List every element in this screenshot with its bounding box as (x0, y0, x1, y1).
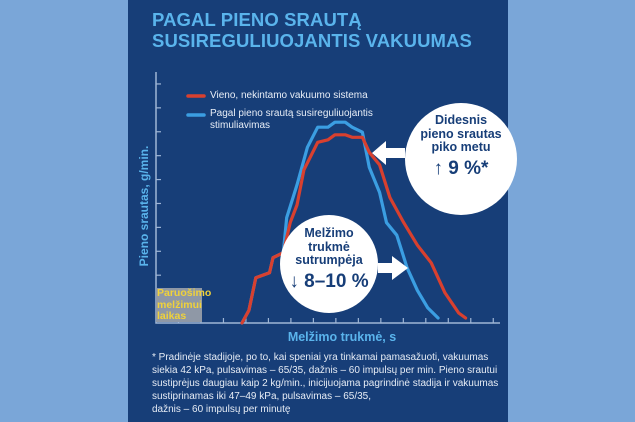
callout-peak-line-1: Didesnis (434, 113, 488, 127)
callout-peak-flow (405, 103, 517, 215)
title-line-2: SUSIREGULIUOJANTIS VAKUUMAS (152, 30, 472, 51)
callout-peak-line-2: pieno srautas (420, 126, 502, 141)
prep-line-3: laikas (157, 310, 187, 322)
callout-peak-line-3: piko metu (431, 140, 491, 154)
callout-peak-value: ↑ 9 %* (433, 157, 489, 179)
prep-line-2: melžimui (157, 298, 202, 311)
callout-time-line-2: trukmė (308, 239, 350, 254)
footnote-line-3: sustiprėjus daugiau kaip 2 kg/min., inicijuojama pagrindinė stadija ir vakuumas (152, 378, 499, 389)
prep-line-1: Paruošimo (157, 287, 212, 299)
footnote-line-1: * Pradinėje stadijoje, po to, kai speniai yra tinkamai pamasažuoti, vakuumas (152, 352, 489, 363)
x-axis-label: Melžimo trukmė, s (287, 330, 397, 344)
callout-milking-time (280, 215, 378, 313)
preparation-time-label (156, 287, 212, 322)
legend-item-blue-line-2: stimuliavimas (210, 120, 271, 131)
legend-swatches (188, 96, 204, 115)
legend-item-blue (210, 108, 373, 132)
callout-time-line-1: Melžimo (304, 226, 354, 240)
callout-time-line-3: sutrumpėja (295, 253, 363, 267)
callout-time-value: ↓ 8–10 % (289, 270, 369, 292)
legend-item-red: Vieno, nekintamo vakuumo sistema (210, 90, 368, 101)
footnote-line-4: sustiprinamas iki 47–49 kPa, pulsavimas – 65/35, (152, 391, 372, 402)
y-axis-label: Pieno srautas, g/min. (137, 145, 151, 267)
footnote (152, 351, 504, 416)
footnote-line-2: siekia 42 kPa, pulsavimas – 65/35, dažnis – 60 impulsų per min. Pieno srautui (152, 365, 498, 376)
footnote-line-5: dažnis – 60 impulsų per minutę (152, 404, 291, 415)
title-line-1: PAGAL PIENO SRAUTĄ (152, 9, 362, 30)
legend-item-blue-line-1: Pagal pieno srautą susireguliuojantis (210, 108, 373, 119)
